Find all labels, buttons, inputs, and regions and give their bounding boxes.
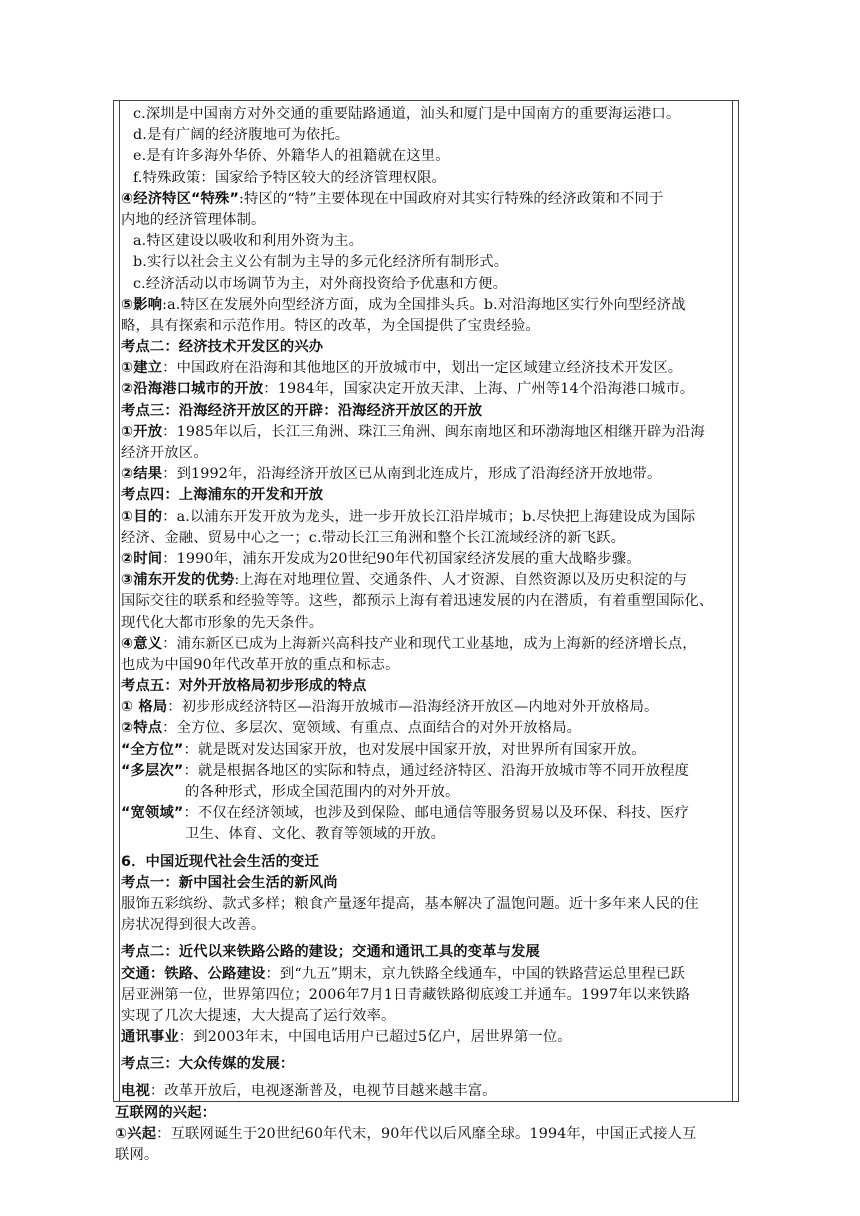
text-line (121, 1054, 731, 1075)
text-line (121, 894, 731, 915)
bold-heading: ②特点 (121, 720, 163, 737)
bold-heading: ④经济特区“特殊” (121, 190, 240, 207)
text-line (121, 655, 731, 676)
bold-heading: ①开放 (121, 423, 163, 440)
line-text: ：1990年，浦东开发成为20世纪90年代初国家经济发展的重大战略步骤。 (162, 550, 641, 567)
text-line (121, 464, 731, 485)
bold-heading: ①建立 (121, 360, 163, 377)
bold-heading: “多层次” (121, 762, 184, 779)
line-text: 略，具有探索和示范作用。特区的改革，为全国提供了宝贵经验。 (121, 317, 540, 334)
text-line (121, 915, 731, 936)
line-text: c.经济活动以市场调节为主，对外商投资给予优惠和方便。 (133, 275, 508, 292)
text-line (121, 803, 731, 824)
line-text: ：全方位、多层次、宽领域、有重点、点面结合的对外开放格局。 (162, 720, 582, 737)
line-text: ：1984年，国家决定开放天津、上海、广州等14个沿海港口城市。 (263, 381, 695, 398)
text-line (121, 964, 731, 985)
line-text: 现代化大都市形象的先天条件。 (121, 614, 324, 631)
text-line (121, 379, 731, 400)
text-line (121, 210, 731, 231)
bold-heading: ⑤影响 (121, 296, 163, 313)
bold-heading: ① 格局 (121, 699, 168, 716)
text-line (121, 168, 731, 189)
text-line (121, 528, 731, 549)
line-text: ：就是既对发达国家开放，也对发展中国家开放，对世界所有国家开放。 (183, 741, 646, 758)
bold-heading: ③浦东开发的优势 (121, 572, 235, 589)
bold-heading: ①目的 (121, 508, 163, 525)
text-line (121, 549, 731, 570)
line-text: c.深圳是中国南方对外交通的重要陆路通道，汕头和厦门是中国南方的重要海运港口。 (133, 106, 681, 122)
text-line (121, 358, 731, 379)
line-text: 内地的经济管理体制。 (121, 211, 266, 228)
bold-heading: ④意义 (121, 635, 163, 652)
bold-heading: ②结果 (121, 466, 163, 483)
text-line (121, 697, 731, 718)
text-line (121, 570, 731, 591)
text-line (121, 985, 731, 1006)
line-text: 卫生、体育、文化、教育等领域的开放。 (185, 826, 446, 843)
text-line (121, 613, 731, 634)
text-line (121, 104, 731, 125)
text-line (121, 231, 731, 252)
text-line (121, 942, 731, 963)
bold-heading: 考点二：经济技术开发区的兴办 (121, 339, 324, 356)
bold-heading: ②时间 (121, 550, 163, 567)
line-text: b.实行以社会主义公有制为主导的多元化经济所有制形式。 (133, 254, 509, 271)
text-line (121, 782, 731, 803)
bold-heading: 考点四：上海浦东的开发和开放 (121, 487, 324, 504)
bold-heading: 考点五：对外开放格局初步形成的特点 (121, 678, 367, 695)
line-text: ：不仅在经济领域，也涉及到保险、邮电通信等服务贸易以及环保、科技、医疗 (183, 805, 690, 822)
text-line (121, 189, 731, 210)
bold-heading: 考点二：近代以来铁路公路的建设；交通和通讯工具的变革与发展 (121, 944, 540, 961)
bold-heading: 交通：铁路、公路建设 (121, 965, 266, 982)
text-line (121, 146, 731, 167)
line-text: 经济、金融、贸易中心之一；c.带动长江三角洲和整个长江流域经济的新飞跃。 (121, 529, 626, 546)
line-text: ：就是根据各地区的实际和特点，通过经济特区、沿海开放城市等不同开放程度 (183, 762, 690, 779)
text-line (115, 1145, 731, 1166)
text-line (115, 1103, 731, 1124)
text-line (121, 125, 731, 146)
text-line (121, 591, 731, 612)
line-text: 也成为中国90年代改革开放的重点和标志。 (121, 656, 400, 673)
bold-heading: “全方位” (121, 741, 184, 758)
bold-heading: “宽领域” (121, 805, 184, 822)
text-line (121, 718, 731, 739)
line-text: ：到2003年末，中国电话用户已超过5亿户，居世界第一位。 (178, 1029, 572, 1046)
line-text: 的各种形式，形成全国范围内的对外开放。 (185, 784, 460, 800)
text-line (121, 316, 731, 337)
text-line (121, 507, 731, 528)
text-line (121, 1027, 731, 1048)
text-line (121, 824, 731, 845)
text-line (121, 1006, 731, 1027)
line-text: 服饰五彩缤纷、款式多样；粮食产量逐年提高，基本解决了温饱问题。近十多年来人民的住 (121, 895, 699, 912)
text-line (121, 873, 731, 894)
line-text: 国际交往的联系和经验等等。这些，都预示上海有着迅速发展的内在潜质，有着重塑国际化、 (121, 593, 714, 610)
line-text: 房状况得到很大改善。 (121, 917, 266, 934)
bold-heading: 考点一：新中国社会生活的新风尚 (121, 874, 338, 891)
bold-heading: 考点三：大众传媒的发展： (121, 1056, 295, 1073)
text-line (121, 740, 731, 761)
line-text: ：互联网诞生于20世纪60年代末，90年代以后风靡全球。1994年，中国正式接人互 (156, 1125, 697, 1142)
text-line (121, 401, 731, 422)
bold-heading: 考点三：沿海经济开放区的开辟：沿海经济开放区的开放 (121, 402, 483, 419)
line-text: 居亚洲第一位，世界第四位；2006年7月1日青藏铁路彻底竣工并通车。1997年以来铁路 (121, 986, 691, 1003)
text-line (121, 443, 731, 464)
text-line (121, 252, 731, 273)
line-text: ：1985年以后，长江三角洲、珠江三角洲、闽东南地区和环渤海地区相继开辟为沿海 (162, 423, 705, 440)
text-line (115, 1124, 731, 1145)
bold-heading: ①兴起 (115, 1125, 157, 1142)
text-line (121, 634, 731, 655)
line-text: d.是有广阔的经济腹地可为依托。 (133, 127, 350, 144)
text-line (121, 852, 731, 873)
line-text: :上海在对地理位置、交通条件、人才资源、自然资源以及历史积淀的与 (234, 572, 688, 589)
text-line (121, 1081, 731, 1102)
line-text: ：a.以浦东开发开放为龙头，进一步开放长江沿岸城市；b.尽快把上海建设成为国际 (162, 508, 696, 525)
line-text: 联网。 (115, 1147, 159, 1163)
line-text: 经济开放区。 (121, 445, 208, 461)
bold-heading: 通讯事业 (121, 1029, 179, 1046)
text-line (121, 274, 731, 295)
line-text: e.是有许多海外华侨、外籍华人的祖籍就在这里。 (133, 148, 450, 165)
line-text: :特区的“特”主要体现在中国政府对其实行特殊的经济政策和不同于 (239, 190, 664, 207)
line-text: ：到1992年，沿海经济开放区已从南到北连成片，形成了沿海经济开放地带。 (162, 466, 662, 483)
text-line (121, 761, 731, 782)
line-text: :a.特区在发展外向型经济方面，成为全国排头兵。b.对沿海地区实行外向型经济战 (162, 296, 686, 313)
bold-heading: ②沿海港口城市的开放 (121, 381, 264, 398)
line-text: f.特殊政策：国家给予特区较大的经济管理权限。 (133, 169, 447, 186)
line-text: ：浦东新区已成为上海新兴高科技产业和现代工业基地，成为上海新的经济增长点， (162, 635, 697, 652)
line-text: ：中国政府在沿海和其他地区的开放城市中，划出一定区域建立经济技术开发区。 (162, 360, 683, 377)
text-line (121, 422, 731, 443)
bold-heading: 互联网的兴起： (115, 1104, 217, 1121)
bold-heading: 6．中国近现代社会生活的变迁 (121, 853, 319, 870)
line-text: ：到“九五”期末，京九铁路全线通车，中国的铁路营运总里程已跃 (265, 965, 685, 982)
line-text: a.特区建设以吸收和利用外资为主。 (133, 233, 364, 250)
text-line (121, 337, 731, 358)
text-line (121, 676, 731, 697)
line-text: 实现了几次大提速，大大提高了运行效率。 (121, 1007, 396, 1024)
bold-heading: 电视 (121, 1083, 150, 1100)
text-line (121, 295, 731, 316)
line-text: ：初步形成经济特区—沿海开放城市—沿海经济开放区—内地对外开放格局。 (167, 699, 659, 716)
document-content (115, 104, 731, 1166)
line-text: ：改革开放后，电视逐渐普及，电视节目越来越丰富。 (149, 1083, 497, 1100)
text-line (121, 485, 731, 506)
